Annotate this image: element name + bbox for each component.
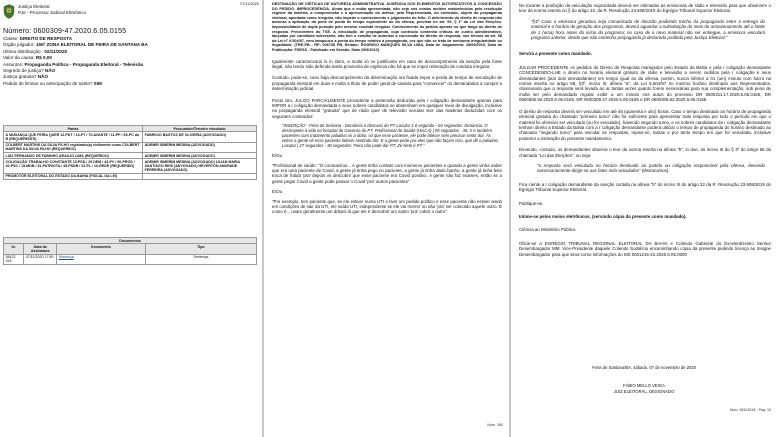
document-page-3 xyxy=(511,0,777,437)
judge-title: JUIZ ELEITORAL, DESIGNADO xyxy=(613,389,675,394)
column-header: Procurador/Terceiro vinculado xyxy=(143,126,257,132)
header-block xyxy=(18,4,86,15)
parties-table xyxy=(3,125,257,180)
court-name: Justiça Eleitoral xyxy=(18,4,50,9)
page-footer-number: Num. 384 xyxy=(487,423,503,427)
paragraph: Fica ciente a r coligação demandante da sanção contida na alínea "b" do inciso III do artigo 32 da R. Resolução 23.608/2019 do Egrégio Tribunal Superior Eleitoral. xyxy=(519,181,771,193)
party-cell: A MUDANÇA QUE FEIRA QUER 12-PDT / 13-PT / 70-AVANTE / 11-PP / 65-PC do B (REQUERENTE) xyxy=(4,132,143,142)
column-header: Documento xyxy=(57,244,146,254)
table-row xyxy=(4,254,257,264)
document-page-1 xyxy=(0,0,262,437)
doc-id: 38422 918 xyxy=(4,254,24,264)
system-name: PJe - Processo Judicial Eletrônico xyxy=(18,9,87,15)
documents-title: Documentos xyxy=(4,238,257,244)
party-cell: COLBERT MARTINS DA SILVA FILHO registrado(a) civilmente como COLBERT MARTINS DA SILVA FILHO (REQUERIDO) xyxy=(4,142,143,152)
column-header: Data da Assinatura xyxy=(24,244,57,254)
paragraph: No tocante a proibição da veiculação supracitada deverá ser intimadas as emissoras de rádio e televisão para que observem o teor da norma inserta no § do artigo 32, da R. Resolução 23.608/2019 do Egrégio Tribunal Superior Eleitoral. xyxy=(519,3,771,14)
info-line: Última distribuição : 02/11/2020 xyxy=(3,48,68,54)
paragraph: Oficie-se a EGRÉGIO TRIBUNAL REGIONAL ELEITORAL DA BAHIA e Colendo Gabinete do Excelentíssimo Senhor Desembargador MM. Vice-Presidente daquele Colendo Sodalício encaminhando cópia da presente pedindo licença ao Insigne Desembargador para que sirva como informações do MS 0601216-22.2020.6.05.0000 xyxy=(519,240,771,257)
info-line: Valor da causa: R$ 0,00 xyxy=(3,55,52,61)
info-line: Segredo de justiça? NÃO xyxy=(3,68,56,74)
quoted-norm: "§3º Caso a emissora geradora seja comunicada de decisão proibindo trecho da propaganda entre a entrega do material e o horário de geração dos programas, deverá aguardar a substituição do meio de armazenamento até o limite de 1 (uma) hora antes do início do programa; no caso de o novo material não ser entregue, a emissora veiculará programa anterior, desde que não contenha propaganda já declarada proibida pela Justiça Eleitoral." xyxy=(531,18,765,41)
info-line: Pedido de liminar ou antecipação de tutela? SIM xyxy=(3,80,102,86)
process-info xyxy=(3,36,258,87)
column-header: Tipo xyxy=(145,244,256,254)
paragraph: "Por exemplo, tem paciente que, se ele estiver numa UTI e tiver um pedido político e esse paciente não estiver ainda em condições de sair da UTI, ele saída UTI, independente se ele vai morrer ou não 'pra' ser colocado aquele outro. É como é... usam geralmente um drbaró lá que ele é descobrir um santo 'pra' cobrir o outro". xyxy=(272,198,502,215)
lawyer-cell xyxy=(143,173,257,179)
lawyer-cell: FABRICIO BASTOS DE OLIVEIRA (ADVOGADO) xyxy=(143,132,257,142)
document-link[interactable]: Sentença xyxy=(58,255,74,260)
lawyer-cell: ADEMIR ISMERIM MEDINA (ADVOGADO) xyxy=(143,153,257,159)
place-date: Feira de Santana/BA, sábado, 07 de novembro de 2020 xyxy=(592,365,696,370)
paragraph: Servirá a presente como mandado. xyxy=(519,51,592,57)
paragraph: E/Ou xyxy=(272,153,283,159)
column-header: Partes xyxy=(4,126,143,132)
ementa-paragraph: DESTINAÇÃO DE CRÍTICAS DE NATUREZA ADMINISTRATIVA. AUSÊNCIA DOS ELEMENTOS AUTORIZATIVOS À CONCESSÃO DO PEDIDO. IMPROCEDÊNCIA. Ainda que a mídia apresentada, não seja nos exatos moldes estabelecidos pela resolução regente da matéria, a compreensão e a apresentação da defesa, pela Representada, do conteúdo, objeto da propaganda eleitoral, apontada como irregular, não impede o conhecimento e julgamento do feito. O deferimento do direito de resposta não autoriza a aplicação da pena de perda de tempo equivalente ao da ofensa, prevista no art. 53, § 1º da Lei das Eleições. Impossibilidade de dupla punição pelo mesmo conduta irregular. Conhecimento do pedido apenas no que tange ao direito de resposta. Precedentes do TSE. A veiculação de propaganda, cuja conteúdo contenha críticas de cunho administrativo, lançadas por candidato adversário, não tem o condão de autorizar a concessão do direito de resposta, nos termos do art. 58 da Lei nº 9.504/97, nem tampouco a perda do tempo relativo à propaganda, vez que não se trata de nenhuma irregularidade ou ilegalidade. (TRE-PB - RP: 606768 PB, Relator: RODRIGO MARQUES SILVA LIMA, Data de Julgamento: 28/09/2010, Data de Publicação: PSESS - Publicado em Sessão, Data 29/9/2010) xyxy=(272,2,502,52)
text-column xyxy=(272,2,502,215)
table-row xyxy=(4,142,257,152)
paragraph: Publique-se. xyxy=(519,200,544,206)
process-number: Número: 0600309-47.2020.6.05.0155 xyxy=(3,26,127,35)
lawyer-cell: ADEMIR ISMERIM MEDINA (ADVOGADO) xyxy=(143,142,257,152)
page-footer-number: Num. 38422918 - Pág. 10 xyxy=(729,408,771,412)
paragraph: Ciência ao Ministério Público. xyxy=(519,227,577,233)
print-date: 07/11/2020 xyxy=(240,2,259,6)
info-line: Órgão julgador: 155ª ZONA ELEITORAL DE FEIRA DE SANTANA BA xyxy=(3,42,148,48)
party-cell: PROMOTOR ELEITORAL DO ESTADO DA BAHIA (FISCAL DA LEI) xyxy=(4,173,143,179)
info-line: Classe: DIREITO DE RESPOSTA xyxy=(3,36,73,41)
party-cell: COLIGAÇÃO TRABALHO CONSTANTE 15-PSD / 25 DEM / 43-PV / 90-PROS / 20-PSC / 15-MDB / 51-PATRIOTA / 45-PSDB / 22-PL / 16-REDE (REQUERIDO) xyxy=(4,159,143,174)
paragraph: O direito de resposta deverá ser veiculado em até 48 (quarenta e oito) horas. Caso o tempo destinado ao horário de propaganda eleitoral gratuita do chamado "primeiro turno" não for suficiente para apresentar toda resposta por todo o período em que o material foi ofensivo ser veiculado (ou for veiculado), havendo segundo turno, e os nobres candidatos da r coligação demandante tenham direito a Estado da Bahia com a r coligação demandante poderá utilizar o tempo de propaganda do horário destinado ao chamado "segundo turno" para veicular as respostas, repise-se, tantas e por tanto tempo em que for veiculada, inclusive posterior a intimação do presente mandamento. xyxy=(519,108,771,141)
paragraph: Devendo, contudo, os demandantes observa o teor da norma inserta na alínea "b", in doe, do inciso III do § 3º do artigo 58 da chamada "Lei das Eleições", ou seja: xyxy=(519,147,771,158)
column-header: Id. xyxy=(4,244,24,254)
info-line: Assuntos: Propaganda Política - Propaganda Eleitoral - Televisão xyxy=(3,61,144,67)
lawyer-cell: ADEMIR ISMERIM MEDINA (ADVOGADO) LILIAN MARIA SANTIAGO REIS (ADVOGADO) HEVERTON ANDRADE FERREIRA (ADVOGADO) xyxy=(143,159,257,174)
text-column xyxy=(519,3,771,257)
paragraph: E/Ou xyxy=(272,189,283,195)
table-row xyxy=(4,132,257,142)
party-cell: LUIZ FERNANDO DE FABINHO ARAUJO LIMA (REQUERIDO) xyxy=(4,153,143,159)
info-line: Justiça gratuita? NÃO xyxy=(3,74,48,80)
quoted-norm: "a resposta será veiculada no horário destinado ao partido ou coligação responsável pela ofensa, devendo necessariamente dirigir-se aos fatos nela veiculados" (destacamos). xyxy=(537,162,765,174)
paragraph: JULGAR PROCEDENTE os pedidos de Direito de Resposta manejados pelo Estado da Bahia e pela r coligação demandante CONCEDENDO-LHE o direito no horário eleitoral gratuito de rádio e televisão a serem cedidos pela r coligação e seus demandantes (dos dois demandantes) em tempo igual ao da ofensa, porém, nunca inferior a 01 (um) minuto com fulcro na norma inserta no artigo 58, §3º, inciso III, alínea "a", da Lei 9.504/97 no mesmo horário destinado aos Representados, observando que a resposta será levada ao ar tantas vezes quanto forem necessárias para sua complementação, sob pena de multa ser pelo demandado regular exibir a um minuto nos autos do processo DR 0600311.17.2020.6.05.0155, DR 0600306.92.2020.6.05.0155, DR 0600309.47.2020.6.05.0155 e DR 0600308.62.2020.6.05.0155. xyxy=(519,64,771,103)
table-row xyxy=(4,159,257,174)
doc-type: Sentença xyxy=(145,254,256,264)
quoted-insertion: "INSERÇÃO - Feira de Semana - Denúncia o descaso do PT Loculor 1 0 segundo - 04 segundos: Denúncia. O desrespeito à vida no hospital do Governo do PT. Profissional de Saúde (HGCA) | 05 segundos - 36: Ir e também pacientes com tratamento paliativo vir a óbito, só que esse paciente, ele pode falecer sem precisar sentir dor. Às vezes a gente vê esse paciente falecer sentindo dor. E a gente pede pra eles que não façam isso, que dê o paliativo. Locutor | 27 segundos - 30 segundos: Feira não pode dar PT. Zé Neto é PT." xyxy=(282,123,500,149)
paragraph: "Profissional de saúde: "O coronavírus... A gente tinha contato com inúmeros pacientes e quando a gente vinha saber que era uma paciente de Covid, a gente já tinha pego no paciente, a gente já tinha dado banho, a gente já tinha feito troca de fralda 'pra' depois vir descobrir que esse paciente era Covid positivo. A gente não faz exames, então se a gente pegar Covid a gente pode passar o Covid 'pra' outros pacientes" xyxy=(272,162,502,184)
paragraph: Posto isto, JULGO PARCIALMENTE procedente a pretensão deduzida pela r coligação demandante apenas para IMPOR a r coligação demandada e seus nobres candidatos se abstenham em qualquer meio de divulgação, inclusive na propaganda eleitoral "gratuita" que de rádio quer de televisão veicular teor das matérias deduzidas com os seguintes conteúdos: xyxy=(272,97,502,119)
paragraph: Intime-se pelos meios eletrônicos, (servindo cópia da presente como mandado). xyxy=(519,213,687,219)
coat-of-arms-icon xyxy=(3,4,15,19)
paragraph: Contudo, pode-se, caso haja descumprimento da determinação ora fixada impor a perda de tempo de veiculação de propaganda eleitoral em duas e multa a título de poder geral de cautela para "convencer" os demandados a cumprir a determinação judicial. xyxy=(272,75,502,92)
document-page-2 xyxy=(264,0,509,437)
paragraph: Igualmente caracterizaria lo in idem, a multa só se justificaria em caso de descumprimento da sanção pela fonte ilegal, não tendo sido deferida tutela provisória de urgência não há que se impor reiteração de conduta irregular. xyxy=(272,58,502,69)
doc-date: 07/11/2020 17:50 xyxy=(24,254,57,264)
documents-table xyxy=(3,237,257,265)
judge-name: FÁBIO MELLO VEIGA xyxy=(623,383,665,388)
table-row xyxy=(4,173,257,179)
